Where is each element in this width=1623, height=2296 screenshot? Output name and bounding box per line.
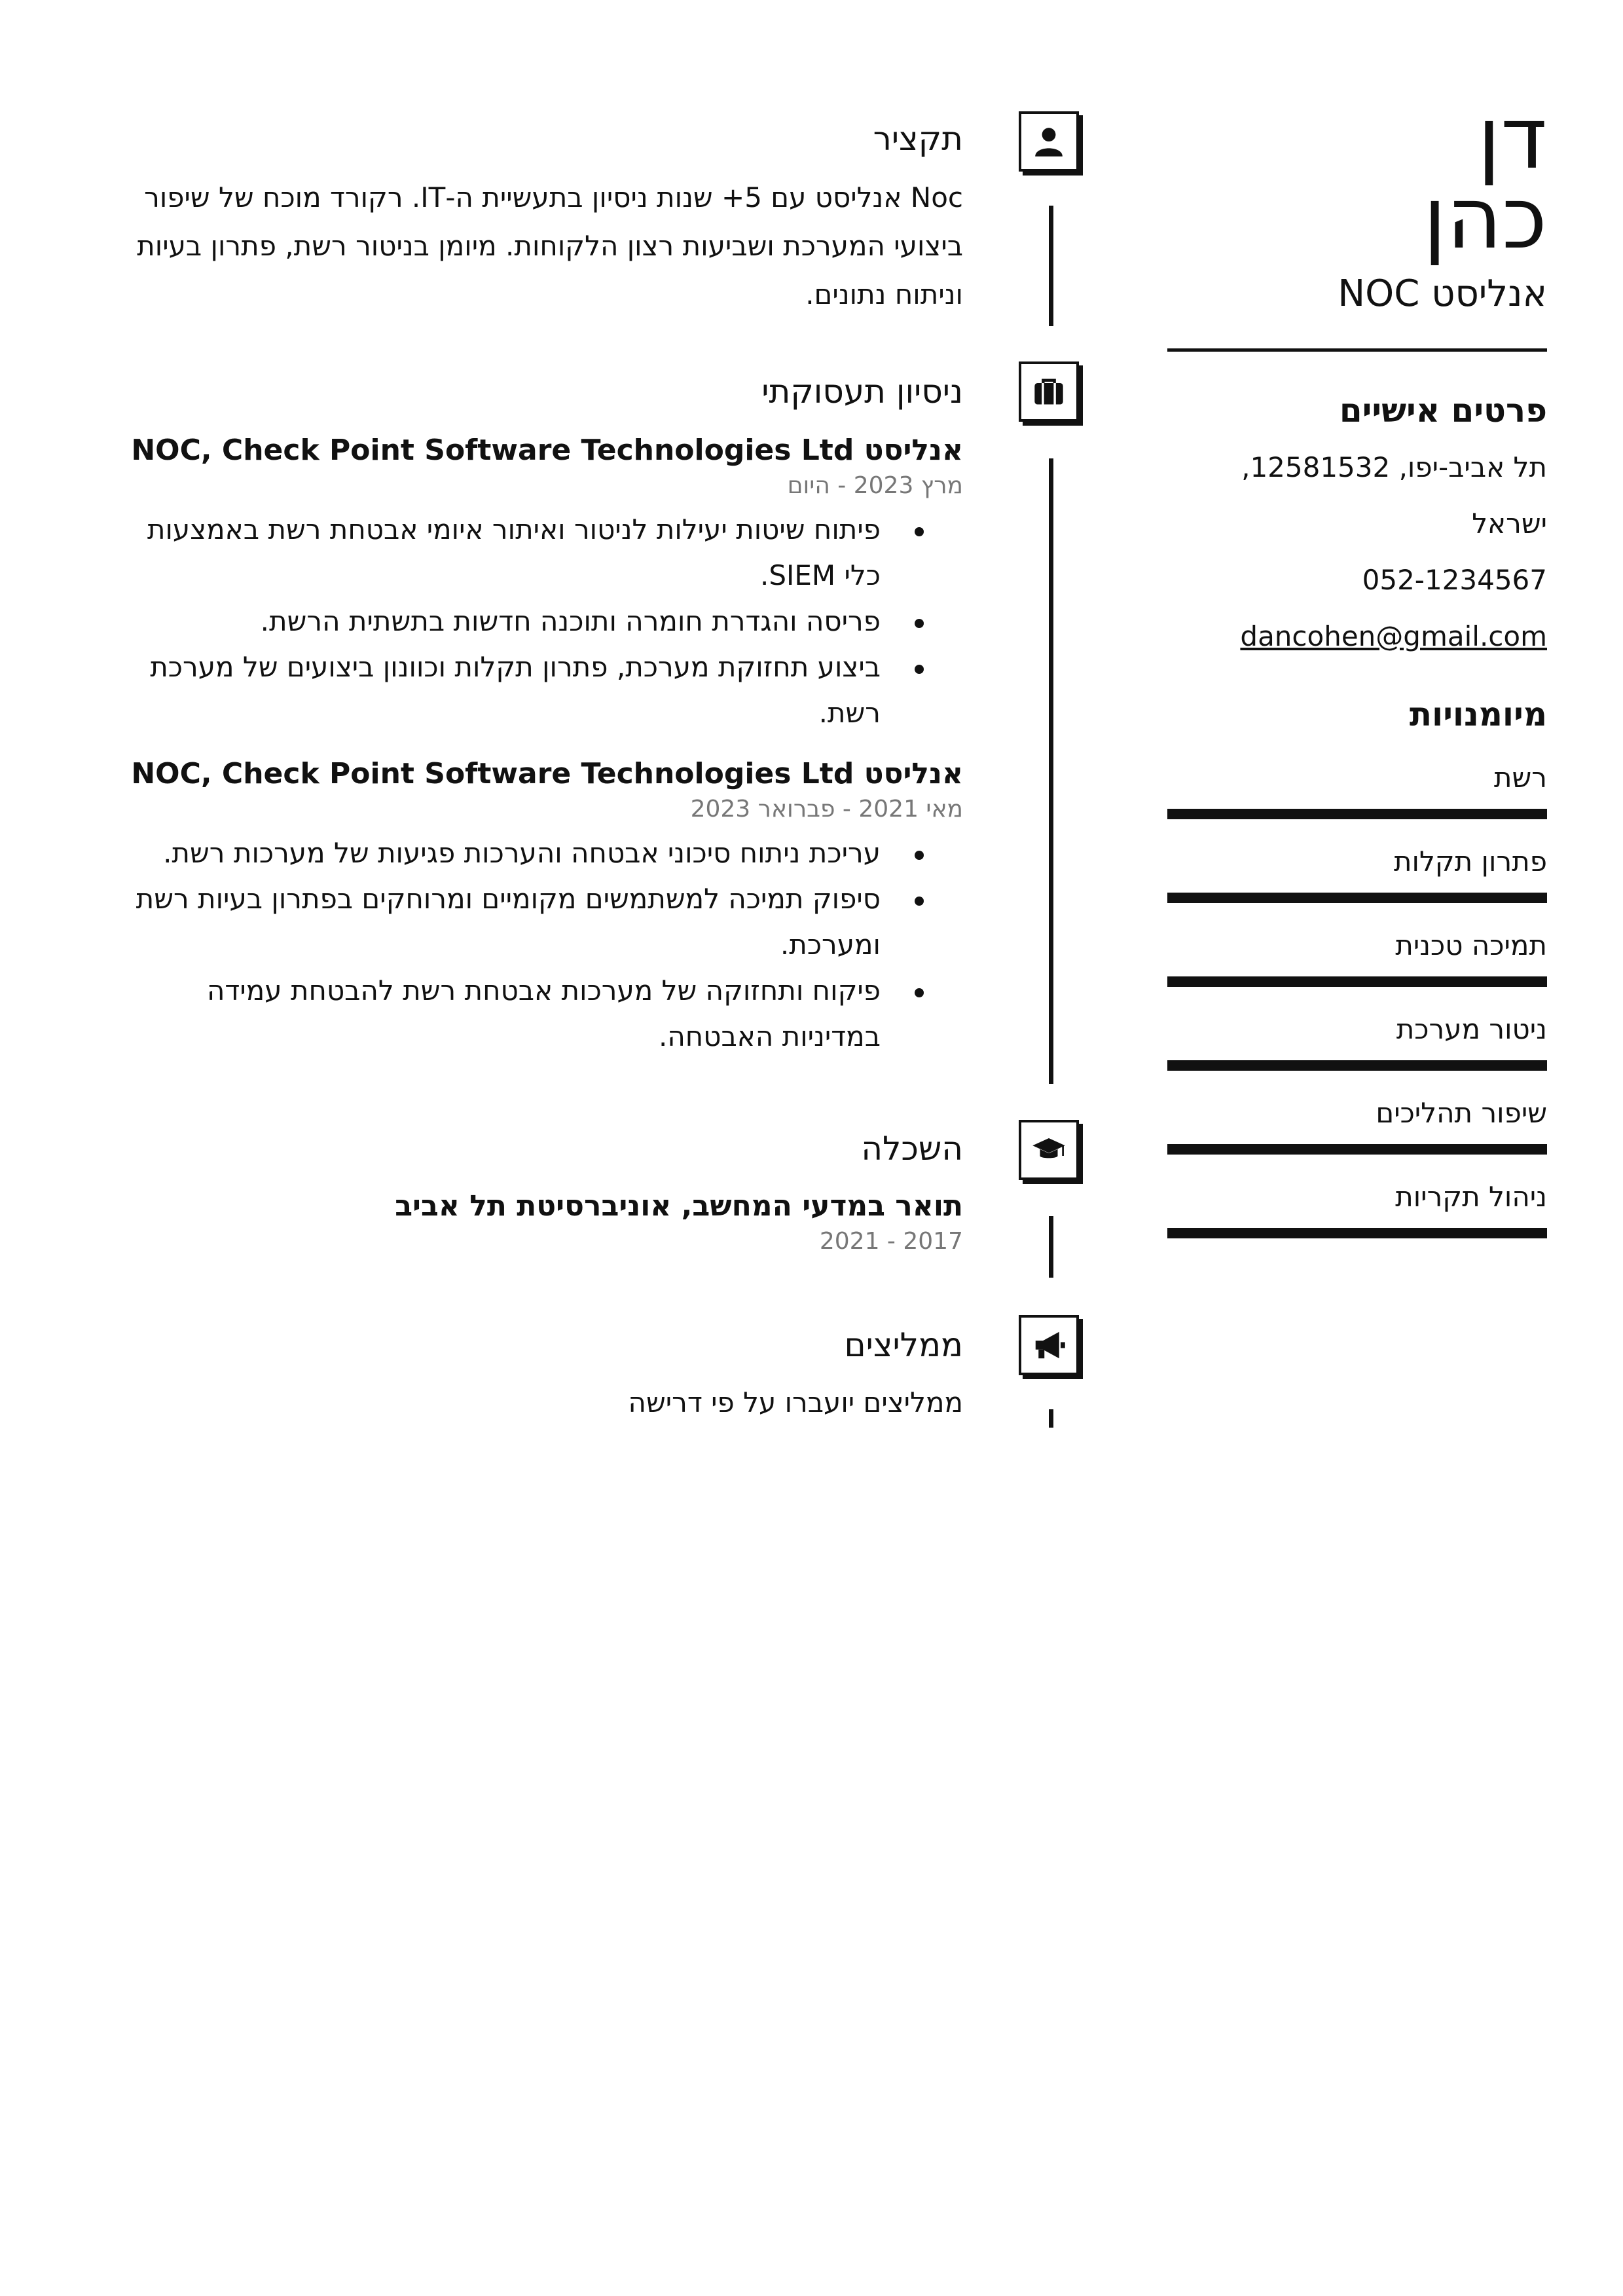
skill-bar [1167, 809, 1547, 819]
skill-bar [1167, 1060, 1547, 1071]
person-icon [1032, 125, 1065, 158]
job-bullets [119, 507, 963, 736]
skill-label: תמיכה טכנית [1395, 929, 1547, 961]
summary-text: Noc אנליסט עם 5+ שנות ניסיון בתעשיית ה-IT. רקורד מוכח של שיפור ביצועי המערכת ושביעות רצון הלקוחות. מיומן בניטור רשת, פתרון בעיות וניתוח נתונים. [137, 181, 963, 310]
education-heading: השכלה [861, 1130, 963, 1168]
job-dates: מרץ 2023 - היום [787, 472, 963, 499]
job-bullet: פיקוח ותחזוקה של מערכות אבטחת רשת להבטחת עמידה במדיניות האבטחה. [119, 968, 963, 1060]
education-dates: 2017 - 2021 [819, 1228, 963, 1255]
timeline-line [1049, 458, 1053, 1084]
skill-item [1167, 1012, 1547, 1071]
job-dates: מאי 2021 - פברואר 2023 [690, 796, 963, 823]
skills-heading: מיומנויות [1409, 695, 1547, 733]
address: תל אביב-יפו, 12581532, ישראל [1241, 451, 1547, 540]
experience-section-icon [1019, 361, 1079, 422]
skill-item [1167, 760, 1547, 819]
job-bullet: ביצוע תחזוקת מערכת, פתרון תקלות וכוונון ביצועים של מערכת רשת. [119, 644, 963, 736]
skill-label: פתרון תקלות [1393, 845, 1547, 878]
skill-label: ניהול תקריות [1395, 1181, 1547, 1213]
education-section-icon [1019, 1120, 1079, 1180]
job-title: אנליסט NOC, Check Point Software Technologies Ltd [131, 757, 963, 790]
job-bullet: פריסה והגדרת חומרה ותוכנה חדשות בתשתית הרשת. [119, 599, 963, 644]
megaphone-icon [1031, 1327, 1067, 1363]
skill-label: רשת [1493, 762, 1547, 794]
skill-label: שיפור תהליכים [1376, 1097, 1547, 1129]
last-name: כהן [1423, 168, 1547, 268]
job-bullets [119, 830, 963, 1060]
timeline-line [1049, 206, 1053, 326]
references-section [629, 1383, 963, 1422]
references-heading: ממליצים [844, 1326, 963, 1364]
summary-section-icon [1019, 111, 1079, 172]
sidebar [1167, 88, 1547, 1238]
job-bullet: עריכת ניתוח סיכוני אבטחה והערכות פגיעות של מערכות רשת. [119, 830, 963, 876]
timeline-line [1049, 1409, 1053, 1428]
skill-item [1167, 1179, 1547, 1238]
briefcase-icon [1032, 375, 1066, 409]
summary-heading: תקציר [873, 120, 963, 158]
skill-item [1167, 1096, 1547, 1155]
graduation-cap-icon [1031, 1132, 1067, 1168]
skill-bar [1167, 1144, 1547, 1155]
sidebar-divider [1167, 348, 1547, 352]
skill-item [1167, 928, 1547, 987]
phone: 052-1234567 [1362, 564, 1547, 596]
summary-section [92, 174, 963, 319]
skill-label: ניטור מערכת [1396, 1013, 1547, 1045]
skill-bar [1167, 976, 1547, 987]
skill-bar [1167, 1228, 1547, 1238]
skill-bar [1167, 893, 1547, 903]
job-title: אנליסט NOC [1338, 272, 1547, 315]
email-link[interactable]: dancohen@gmail.com [1240, 620, 1547, 652]
experience-section [119, 431, 963, 1060]
job-entry [119, 431, 963, 736]
job-bullet: סיפוק תמיכה למשתמשים מקומיים ומרוחקים בפתרון בעיות רשת ומערכת. [119, 876, 963, 968]
job-entry [119, 754, 963, 1060]
references-section-icon [1019, 1315, 1079, 1375]
experience-heading: ניסיון תעסוקתי [761, 373, 963, 411]
degree: תואר במדעי המחשב, אוניברסיטת תל אביב [395, 1189, 963, 1223]
timeline-line [1049, 1216, 1053, 1278]
education-section [395, 1187, 963, 1257]
skills-list [1167, 760, 1547, 1238]
references-text: ממליצים יועברו על פי דרישה [628, 1386, 963, 1418]
first-name: דן [1477, 88, 1547, 188]
skill-item [1167, 844, 1547, 903]
job-title: אנליסט NOC, Check Point Software Technologies Ltd [131, 434, 963, 467]
personal-details-heading: פרטים אישיים [1339, 392, 1547, 430]
job-bullet: פיתוח שיטות יעילות לניטור ואיתור איומי אבטחת רשת באמצעות כלי SIEM. [119, 507, 963, 599]
